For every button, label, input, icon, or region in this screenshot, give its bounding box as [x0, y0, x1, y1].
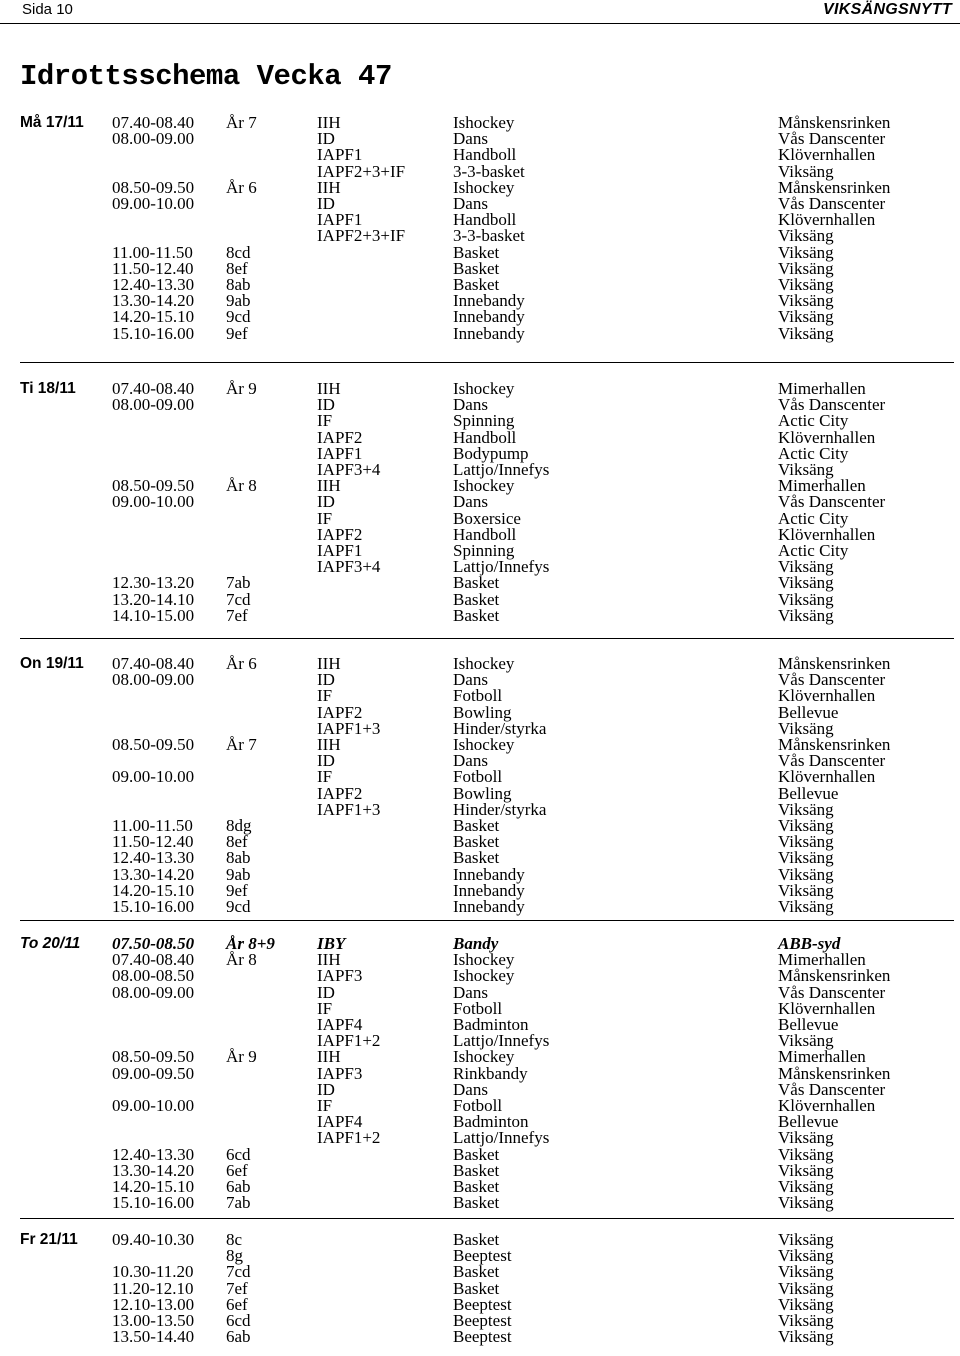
grade-cell: 7ef	[226, 1278, 248, 1298]
activity-cell: Beeptest	[453, 1246, 512, 1266]
time-cell: 09.00-10.00	[112, 492, 195, 512]
group-cell: ID	[317, 670, 335, 690]
activity-cell: Dans	[453, 194, 488, 213]
publication-name: VIKSÄNGSNYTT	[823, 1, 952, 18]
time-cell: 11.20-12.10	[112, 1278, 194, 1298]
time-cell: 13.30-14.20	[112, 291, 195, 311]
group-cell: ID	[317, 129, 335, 149]
schedule-row	[0, 1194, 960, 1211]
activity-cell: Handboll	[453, 145, 517, 165]
group-cell: ID	[317, 1079, 335, 1099]
group-cell: IAPF1+3	[317, 718, 381, 738]
grade-cell: 7ef	[226, 605, 248, 625]
activity-cell: Basket	[453, 605, 500, 625]
activity-cell: Lattjo/Innefys	[453, 460, 550, 479]
time-cell: 09.00-10.00	[112, 1096, 195, 1115]
grade-cell: År 9	[226, 1047, 257, 1067]
group-cell: IIH	[317, 177, 341, 197]
group-cell: ID	[317, 751, 335, 771]
place-cell: Viksäng	[778, 1294, 834, 1314]
time-cell: 08.00-09.00	[112, 129, 195, 149]
time-cell: 07.40-08.40	[112, 379, 195, 398]
group-cell: IAPF4	[317, 1112, 363, 1132]
day-divider	[20, 1218, 954, 1219]
activity-cell: Innebandy	[453, 880, 525, 900]
group-cell: IAPF2+3+IF	[317, 226, 406, 246]
place-cell: Viksäng	[778, 557, 834, 577]
grade-cell: 6cd	[226, 1311, 251, 1330]
place-cell: Viksäng	[778, 307, 834, 327]
time-cell: 08.00-09.00	[112, 670, 195, 690]
place-cell: Mimerhallen	[778, 950, 866, 970]
place-cell: Viksäng	[778, 323, 834, 343]
place-cell: Viksäng	[778, 848, 834, 868]
time-cell: 10.30-11.20	[112, 1262, 194, 1282]
activity-cell: Innebandy	[453, 323, 525, 343]
group-cell: IAPF1	[317, 145, 363, 165]
group-cell: IIH	[317, 735, 341, 754]
place-cell: Klövernhallen	[778, 1096, 876, 1115]
place-cell: Bellevue	[778, 1015, 839, 1034]
activity-cell: Basket	[453, 832, 500, 852]
activity-cell: Basket	[453, 848, 500, 868]
place-cell: Viksäng	[778, 1160, 834, 1180]
place-cell: Vås Danscenter	[778, 492, 886, 512]
activity-cell: Ishockey	[453, 379, 515, 398]
activity-cell: Basket	[453, 1160, 500, 1180]
schedule-row	[0, 227, 960, 244]
schedule-row	[0, 898, 960, 915]
group-cell: ID	[317, 194, 335, 213]
place-cell: Viksäng	[778, 880, 834, 900]
place-cell: Viksäng	[778, 1031, 834, 1051]
place-cell: Vås Danscenter	[778, 670, 886, 690]
time-cell: 13.00-13.50	[112, 1311, 195, 1330]
grade-cell: 7cd	[226, 589, 251, 609]
activity-cell: Handboll	[453, 210, 517, 230]
place-cell: Viksäng	[778, 832, 834, 852]
group-cell: IAPF2	[317, 783, 363, 803]
place-cell: Viksäng	[778, 275, 834, 294]
group-cell: IIH	[317, 1047, 341, 1067]
time-cell: 13.20-14.10	[112, 589, 195, 609]
place-cell: Actic City	[778, 443, 849, 463]
day-label: Fr 21/11	[20, 1231, 78, 1248]
schedule-row	[0, 1129, 960, 1146]
schedule-row	[0, 412, 960, 429]
schedule-row	[0, 849, 960, 866]
time-cell: 08.50-09.50	[112, 735, 195, 754]
grade-cell: 7ab	[226, 1193, 251, 1213]
group-cell: IAPF1+2	[317, 1128, 381, 1148]
place-cell: Klövernhallen	[778, 145, 876, 165]
time-cell: 08.50-09.50	[112, 177, 195, 197]
activity-cell: Lattjo/Innefys	[453, 1128, 550, 1148]
grade-cell: 7ab	[226, 573, 251, 593]
group-cell: IIH	[317, 113, 341, 132]
place-cell: Månskensrinken	[778, 1063, 891, 1083]
place-cell: Viksäng	[778, 1246, 834, 1266]
activity-cell: Basket	[453, 1177, 500, 1196]
activity-cell: Dans	[453, 1079, 488, 1099]
schedule-row	[0, 607, 960, 624]
activity-cell: Ishockey	[453, 113, 515, 132]
activity-cell: Handboll	[453, 524, 517, 544]
place-cell: Viksäng	[778, 226, 834, 246]
place-cell: Vås Danscenter	[778, 129, 886, 149]
group-cell: IF	[317, 998, 333, 1018]
place-cell: Månskensrinken	[778, 177, 891, 197]
grade-cell: 8ab	[226, 848, 251, 868]
time-cell: 13.30-14.20	[112, 864, 195, 884]
time-cell: 12.40-13.30	[112, 1144, 195, 1164]
time-cell: 08.50-09.50	[112, 476, 195, 496]
group-cell: IIH	[317, 950, 341, 970]
activity-cell: Hinder/styrka	[453, 718, 547, 738]
activity-cell: Ishockey	[453, 177, 515, 197]
time-cell: 15.10-16.00	[112, 1193, 195, 1213]
time-cell: 11.00-11.50	[112, 242, 193, 262]
day-divider	[20, 362, 954, 363]
grade-cell: 8ef	[226, 258, 248, 278]
place-cell: Viksäng	[778, 460, 834, 479]
activity-cell: Basket	[453, 1230, 500, 1249]
activity-cell: Dans	[453, 129, 488, 149]
place-cell: Klövernhallen	[778, 524, 876, 544]
time-cell: 15.10-16.00	[112, 323, 195, 343]
grade-cell: År 8	[226, 476, 257, 496]
time-cell: 11.00-11.50	[112, 816, 193, 835]
page-number: Sida 10	[22, 1, 73, 18]
time-cell: 11.50-12.40	[112, 258, 194, 278]
group-cell: IAPF2	[317, 524, 363, 544]
activity-cell: Ishockey	[453, 966, 515, 986]
schedule-row	[0, 308, 960, 325]
group-cell: ID	[317, 395, 335, 415]
grade-cell: År 9	[226, 379, 257, 398]
time-cell: 09.00-10.00	[112, 194, 195, 213]
place-cell: Viksäng	[778, 1230, 834, 1249]
activity-cell: Innebandy	[453, 291, 525, 311]
grade-cell: 8dg	[226, 816, 252, 835]
grade-cell: År 7	[226, 113, 257, 132]
place-cell: Viksäng	[778, 1128, 834, 1148]
day-label: To 20/11	[20, 935, 81, 952]
activity-cell: Dans	[453, 751, 488, 771]
place-cell: Vås Danscenter	[778, 1079, 886, 1099]
activity-cell: Dans	[453, 492, 488, 512]
activity-cell: Spinning	[453, 411, 515, 431]
group-cell: IAPF3	[317, 966, 363, 986]
place-cell: Viksäng	[778, 242, 834, 262]
activity-cell: Badminton	[453, 1015, 529, 1034]
activity-cell: Innebandy	[453, 864, 525, 884]
group-cell: IAPF1	[317, 541, 363, 560]
grade-cell: År 6	[226, 177, 257, 197]
place-cell: Viksäng	[778, 718, 834, 738]
place-cell: Klövernhallen	[778, 427, 876, 447]
activity-cell: 3-3-basket	[453, 161, 525, 181]
place-cell: Månskensrinken	[778, 735, 891, 754]
time-cell: 12.10-13.00	[112, 1294, 195, 1314]
activity-cell: Badminton	[453, 1112, 529, 1132]
activity-cell: Dans	[453, 670, 488, 690]
activity-cell: Bodypump	[453, 443, 529, 463]
group-cell: ID	[317, 492, 335, 512]
place-cell: Viksäng	[778, 816, 834, 835]
time-cell: 08.50-09.50	[112, 1047, 195, 1067]
schedule-row	[0, 1048, 960, 1065]
grade-cell: 9ef	[226, 323, 248, 343]
time-cell: 07.40-08.40	[112, 113, 195, 132]
group-cell: IF	[317, 686, 333, 706]
activity-cell: Bowling	[453, 783, 512, 803]
place-cell: ABB-syd	[778, 934, 841, 953]
activity-cell: Ishockey	[453, 654, 515, 673]
grade-cell: 8cd	[226, 242, 251, 262]
activity-cell: Basket	[453, 258, 500, 278]
place-cell: Viksäng	[778, 1144, 834, 1164]
activity-cell: Fotboll	[453, 686, 503, 706]
place-cell: Månskensrinken	[778, 654, 891, 673]
schedule-row	[0, 768, 960, 785]
activity-cell: Bandy	[453, 934, 499, 953]
activity-cell: Basket	[453, 1262, 500, 1282]
grade-cell: År 6	[226, 654, 257, 673]
activity-cell: Ishockey	[453, 1047, 515, 1067]
grade-cell: 6ef	[226, 1294, 248, 1314]
time-cell: 13.50-14.40	[112, 1327, 195, 1347]
group-cell: IAPF3+4	[317, 460, 381, 479]
group-cell: IIH	[317, 476, 341, 496]
activity-cell: Beeptest	[453, 1327, 512, 1347]
activity-cell: Beeptest	[453, 1311, 512, 1330]
group-cell: IAPF1+2	[317, 1031, 381, 1051]
time-cell: 09.40-10.30	[112, 1230, 195, 1249]
activity-cell: Basket	[453, 1278, 500, 1298]
place-cell: Mimerhallen	[778, 1047, 866, 1067]
time-cell: 07.50-08.50	[112, 934, 195, 953]
time-cell: 15.10-16.00	[112, 897, 195, 916]
group-cell: IF	[317, 411, 333, 431]
activity-cell: Dans	[453, 982, 488, 1002]
time-cell: 12.40-13.30	[112, 848, 195, 868]
place-cell: Viksäng	[778, 573, 834, 593]
group-cell: IAPF1	[317, 210, 363, 230]
activity-cell: Spinning	[453, 541, 515, 560]
place-cell: Vås Danscenter	[778, 751, 886, 771]
place-cell: Viksäng	[778, 1311, 834, 1330]
place-cell: Bellevue	[778, 702, 839, 722]
grade-cell: 8c	[226, 1230, 243, 1249]
group-cell: IIH	[317, 379, 341, 398]
activity-cell: Basket	[453, 242, 500, 262]
schedule-row	[0, 967, 960, 984]
group-cell: IBY	[317, 934, 346, 953]
schedule-row	[0, 687, 960, 704]
place-cell: Viksäng	[778, 1327, 834, 1347]
group-cell: IIH	[317, 654, 341, 673]
group-cell: IF	[317, 767, 333, 787]
place-cell: Viksäng	[778, 161, 834, 181]
group-cell: IAPF1	[317, 443, 363, 463]
time-cell: 14.20-15.10	[112, 1177, 195, 1196]
activity-cell: 3-3-basket	[453, 226, 525, 246]
place-cell: Viksäng	[778, 1278, 834, 1298]
place-cell: Mimerhallen	[778, 379, 866, 398]
group-cell: IAPF3+4	[317, 557, 381, 577]
grade-cell: År 8	[226, 950, 257, 970]
time-cell: 12.40-13.30	[112, 275, 195, 294]
grade-cell: 9ab	[226, 291, 251, 311]
place-cell: Klövernhallen	[778, 767, 876, 787]
group-cell: IF	[317, 1096, 333, 1115]
activity-cell: Bowling	[453, 702, 512, 722]
grade-cell: 6cd	[226, 1144, 251, 1164]
group-cell: IAPF2	[317, 702, 363, 722]
activity-cell: Fotboll	[453, 998, 503, 1018]
place-cell: Bellevue	[778, 1112, 839, 1132]
place-cell: Klövernhallen	[778, 998, 876, 1018]
day-divider	[20, 920, 954, 921]
grade-cell: 6ab	[226, 1177, 251, 1196]
activity-cell: Basket	[453, 1144, 500, 1164]
place-cell: Actic City	[778, 411, 849, 431]
activity-cell: Boxersice	[453, 508, 521, 528]
place-cell: Viksäng	[778, 1262, 834, 1282]
page-title: Idrottsschema Vecka 47	[20, 60, 392, 93]
place-cell: Viksäng	[778, 799, 834, 819]
activity-cell: Ishockey	[453, 735, 515, 754]
activity-cell: Lattjo/Innefys	[453, 557, 550, 577]
grade-cell: 7cd	[226, 1262, 251, 1282]
place-cell: Vås Danscenter	[778, 982, 886, 1002]
schedule-row	[0, 325, 960, 342]
grade-cell: 6ab	[226, 1327, 251, 1347]
place-cell: Viksäng	[778, 258, 834, 278]
grade-cell: 9cd	[226, 897, 251, 916]
time-cell: 09.00-10.00	[112, 767, 195, 787]
day-divider	[20, 638, 954, 639]
activity-cell: Ishockey	[453, 950, 515, 970]
activity-cell: Basket	[453, 1193, 500, 1213]
activity-cell: Rinkbandy	[453, 1063, 528, 1083]
schedule-row	[0, 1328, 960, 1345]
day-label: Må 17/11	[20, 114, 84, 131]
place-cell: Klövernhallen	[778, 210, 876, 230]
place-cell: Vås Danscenter	[778, 194, 886, 213]
place-cell: Viksäng	[778, 589, 834, 609]
time-cell: 14.20-15.10	[112, 880, 195, 900]
schedule-row	[0, 493, 960, 510]
grade-cell: År 7	[226, 735, 257, 754]
group-cell: IAPF2	[317, 427, 363, 447]
time-cell: 12.30-13.20	[112, 573, 195, 593]
place-cell: Viksäng	[778, 897, 834, 916]
day-label: On 19/11	[20, 655, 84, 672]
time-cell: 08.00-08.50	[112, 966, 195, 986]
activity-cell: Basket	[453, 589, 500, 609]
activity-cell: Basket	[453, 816, 500, 835]
group-cell: IAPF4	[317, 1015, 363, 1034]
grade-cell: År 8+9	[226, 934, 275, 953]
grade-cell: 9ab	[226, 864, 251, 884]
group-cell: IAPF2+3+IF	[317, 161, 406, 181]
place-cell: Viksäng	[778, 864, 834, 884]
time-cell: 13.30-14.20	[112, 1160, 195, 1180]
activity-cell: Hinder/styrka	[453, 799, 547, 819]
place-cell: Vås Danscenter	[778, 395, 886, 415]
grade-cell: 8g	[226, 1246, 243, 1266]
place-cell: Viksäng	[778, 1193, 834, 1213]
place-cell: Viksäng	[778, 1177, 834, 1196]
time-cell: 14.10-15.00	[112, 605, 195, 625]
activity-cell: Beeptest	[453, 1294, 512, 1314]
activity-cell: Fotboll	[453, 1096, 503, 1115]
group-cell: IAPF3	[317, 1063, 363, 1083]
activity-cell: Innebandy	[453, 897, 525, 916]
schedule-row	[0, 1263, 960, 1280]
activity-cell: Ishockey	[453, 476, 515, 496]
activity-cell: Fotboll	[453, 767, 503, 787]
activity-cell: Dans	[453, 395, 488, 415]
time-cell: 07.40-08.40	[112, 950, 195, 970]
grade-cell: 9cd	[226, 307, 251, 327]
group-cell: ID	[317, 982, 335, 1002]
day-label: Ti 18/11	[20, 380, 76, 397]
header-divider	[0, 23, 960, 24]
grade-cell: 6ef	[226, 1160, 248, 1180]
time-cell: 07.40-08.40	[112, 654, 195, 673]
place-cell: Actic City	[778, 508, 849, 528]
time-cell: 08.00-09.00	[112, 982, 195, 1002]
place-cell: Månskensrinken	[778, 966, 891, 986]
time-cell: 11.50-12.40	[112, 832, 194, 852]
activity-cell: Basket	[453, 573, 500, 593]
grade-cell: 8ab	[226, 275, 251, 294]
place-cell: Mimerhallen	[778, 476, 866, 496]
group-cell: IF	[317, 508, 333, 528]
place-cell: Actic City	[778, 541, 849, 560]
activity-cell: Innebandy	[453, 307, 525, 327]
time-cell: 08.00-09.00	[112, 395, 195, 415]
place-cell: Bellevue	[778, 783, 839, 803]
place-cell: Viksäng	[778, 605, 834, 625]
place-cell: Viksäng	[778, 291, 834, 311]
schedule-row	[0, 146, 960, 163]
grade-cell: 8ef	[226, 832, 248, 852]
activity-cell: Handboll	[453, 427, 517, 447]
place-cell: Klövernhallen	[778, 686, 876, 706]
grade-cell: 9ef	[226, 880, 248, 900]
time-cell: 14.20-15.10	[112, 307, 195, 327]
activity-cell: Lattjo/Innefys	[453, 1031, 550, 1051]
place-cell: Månskensrinken	[778, 113, 891, 132]
time-cell: 09.00-09.50	[112, 1063, 195, 1083]
group-cell: IAPF1+3	[317, 799, 381, 819]
activity-cell: Basket	[453, 275, 500, 294]
schedule-row	[0, 574, 960, 591]
